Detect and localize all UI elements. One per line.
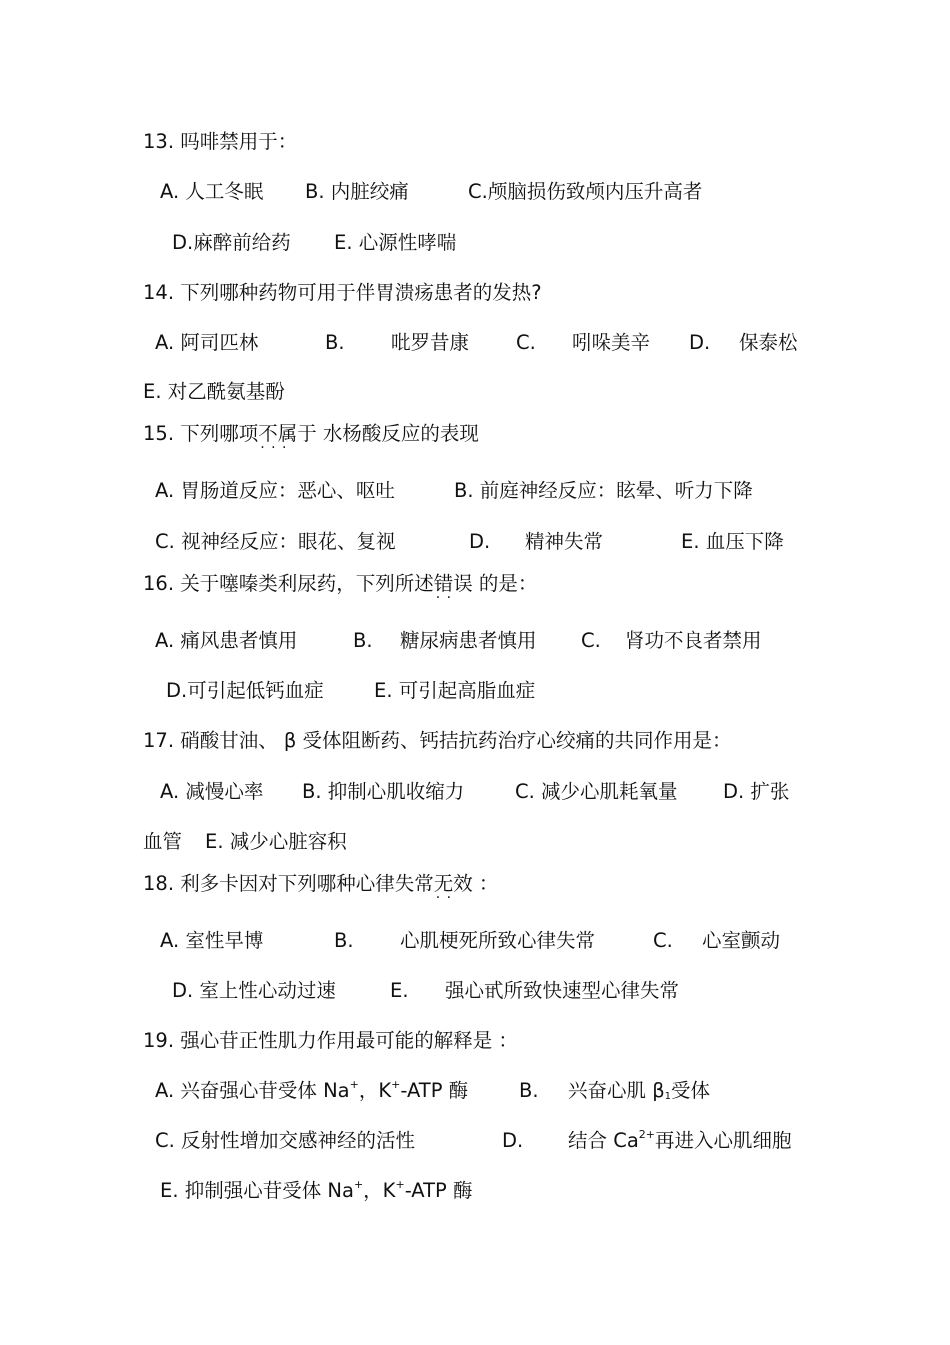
option-d: D.麻醉前给药 [172,231,291,254]
option-d-text: 精神失常 [525,530,604,553]
option-b-text: 兴奋心肌 $\beta_1$受体 [568,1079,711,1102]
option-c-text: 吲哚美辛 [572,331,651,354]
option-b: B. 内脏绞痛 [305,180,409,203]
option-a: A. 人工冬眠 [160,180,264,203]
option-c: C.颅脑损伤致颅内压升高者 [468,180,703,203]
option-c: C. 减少心肌耗氧量 [515,780,678,803]
option-c-text: 肾功不良者禁用 [625,629,762,652]
option-e-text: 强心甙所致快速型心律失常 [445,979,680,1002]
question-19-options-row3 [160,1178,473,1204]
option-d-text: 保泰松 [739,331,798,354]
option-c: C. 视神经反应：眼花、复视 [155,530,396,553]
option-a: A. 阿司匹林 [155,331,259,354]
question-14-stem: 14. 下列哪种药物可用于伴胃溃疡患者的发热? [143,281,542,304]
option-e: E. 心源性哮喘 [334,231,457,254]
option-b-text: 糖尿病患者慎用 [400,629,537,652]
option-d-letter: D. [502,1129,524,1152]
option-a: A. 痛风患者慎用 [155,629,298,652]
option-b-text: 心肌梗死所致心律失常 [400,929,596,952]
option-a: A. 室性早博 [160,929,264,952]
question-19-stem: 19. 强心苷正性肌力作用最可能的解释是 ： [143,1029,518,1052]
emphasis-mark: 不属于 · · · [258,421,317,447]
option-b: B. 抑制心肌收缩力 [302,780,465,803]
option-a: A. 兴奋强心苷受体 Na+，K+-ATP 酶 [155,1078,469,1102]
emphasis-mark: 无效 · · [434,871,473,897]
question-17-stem: 17. 硝酸甘油、 β 受体阻断药、钙拮抗药治疗心绞痛的共同作用是： [143,729,732,752]
question-14-options-row2 [143,379,285,405]
option-d-text: 结合 $Ca^{2+}$再进入心肌细胞 [568,1128,792,1152]
option-b-letter: B. [353,629,373,652]
option-c-letter: C. [516,331,536,354]
option-d: D.可引起低钙血症 [166,679,324,702]
option-e-letter: E. [390,979,409,1002]
option-a: A. 减慢心率 [160,780,264,803]
option-a: A. 胃肠道反应：恶心、呕吐 [155,479,395,502]
option-d-letter: D. [469,530,491,553]
option-d: D. 室上性心动过速 [172,979,336,1002]
option-d-continued: 血管 [143,830,183,853]
question-18-stem: 18. 利多卡因对下列哪种心律失常无效 · · ： [143,871,498,897]
option-b-letter: B. [334,929,354,952]
option-b: B. 前庭神经反应：眩晕、听力下降 [454,479,753,502]
option-e: E. 血压下降 [681,530,784,553]
question-15-stem: 15. 下列哪项不属于 · · · 水杨酸反应的表现 [143,421,479,447]
option-e: E. 可引起高脂血症 [374,679,536,702]
option-c-text: 心室颤动 [702,929,781,952]
option-e: E. 减少心脏容积 [205,830,347,853]
option-d-letter: D. [689,331,711,354]
option-b-text: 吡罗昔康 [391,331,470,354]
option-b-letter: B. [519,1079,539,1102]
option-b-letter: B. [325,331,345,354]
option-e: E. 对乙酰氨基酚 [143,380,285,403]
question-16-stem: 16. 关于噻嗪类利尿药，下列所述错误 · · 的是： [143,571,537,597]
option-d: D. 扩张 [723,780,790,803]
question-13-stem: 13. 吗啡禁用于： [143,130,298,153]
option-c: C. 反射性增加交感神经的活性 [155,1129,416,1152]
option-c-letter: C. [653,929,673,952]
option-c-letter: C. [581,629,601,652]
option-e: E. 抑制强心苷受体 Na+，K+-ATP 酶 [160,1178,473,1202]
emphasis-mark: 错误 · · [434,571,473,597]
